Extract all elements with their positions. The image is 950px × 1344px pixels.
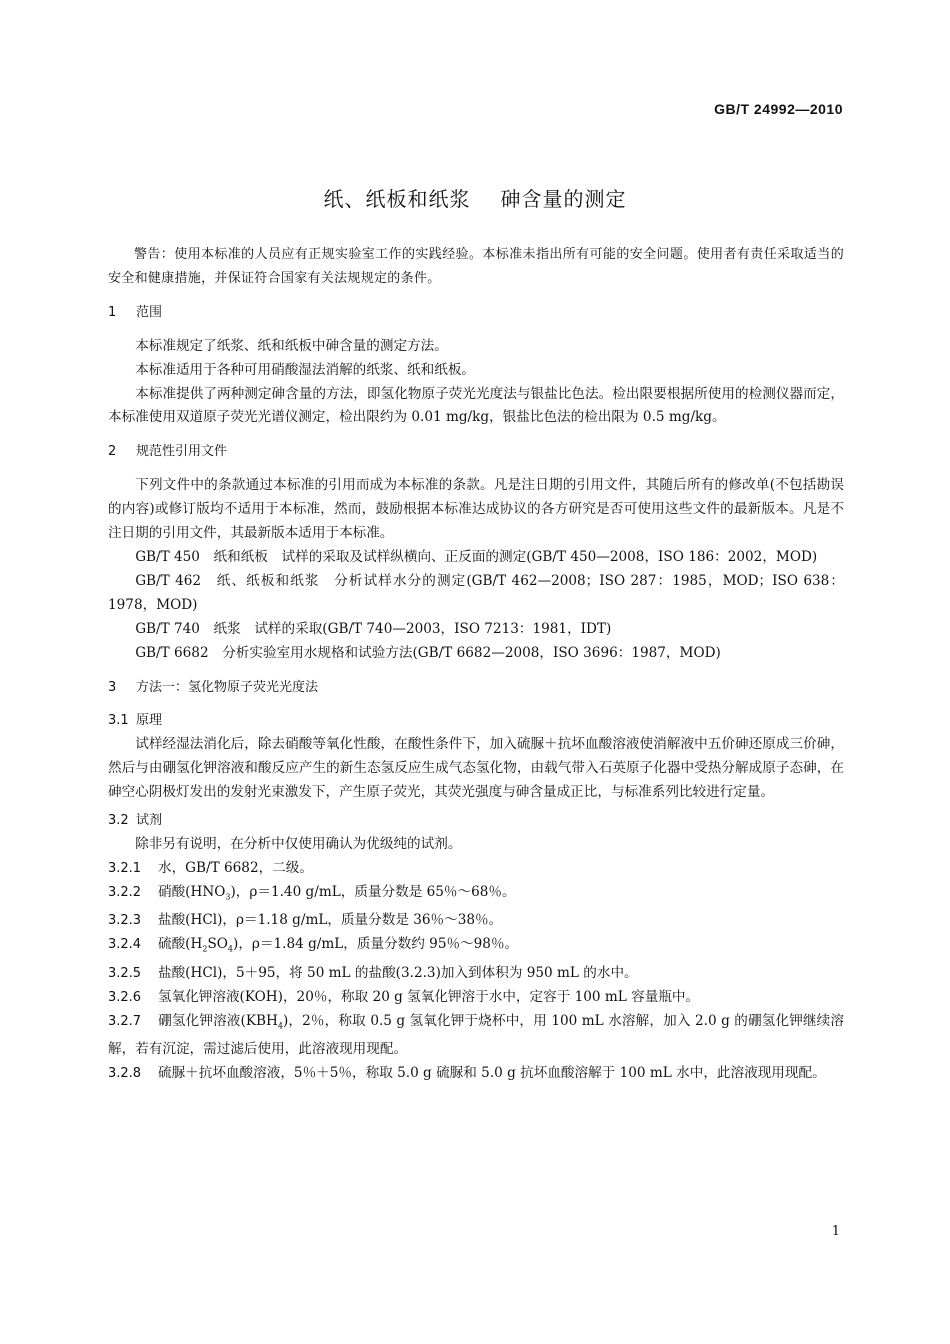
- page-title: [0, 183, 950, 212]
- section-3-heading: 3 方法一：氢化物原子荧光光度法: [108, 679, 319, 695]
- reference-item: GB/T 450 纸和纸板 试样的采取及试样纵横向、正反面的测定(GB/T 450—2008，ISO 186：2002，MOD): [135, 548, 818, 565]
- standard-code: GB/T 24992—2010: [714, 101, 843, 117]
- warning-paragraph: 警告：使用本标准的人员应有正规实验室工作的实践经验。本标准未指出所有可能的安全问题。使用者有责任采取适当的安全和健康措施，并保证符合国家有关法规规定的条件。: [108, 247, 844, 286]
- section-1-para: 本标准规定了纸浆、纸和纸板中砷含量的测定方法。: [135, 337, 448, 354]
- page-number: 1: [831, 1224, 840, 1239]
- section-1-heading: 1 范围: [108, 304, 163, 320]
- reagent-item: 3.2.5 盐酸(HCl)，5＋95，将 50 mL 的盐酸(3.2.3)加入到体积为 950 mL 的水中。: [108, 964, 638, 981]
- title-part-1: 纸、纸板和纸浆: [323, 187, 471, 211]
- reference-item: GB/T 6682 分析实验室用水规格和试验方法(GB/T 6682—2008，ISO 3696：1987，MOD): [135, 644, 721, 661]
- reagent-item: 3.2.1 水，GB/T 6682，二级。: [108, 859, 313, 876]
- reagents-intro: 除非另有说明，在分析中仅使用确认为优级纯的试剂。: [135, 835, 462, 852]
- reference-item: GB/T 462 纸、纸板和纸浆 分析试样水分的测定(GB/T 462—2008；ISO 287：1985，MOD；ISO 638：1978，MOD): [108, 572, 844, 613]
- reagent-item: 3.2.7 硼氢化钾溶液$(KBH_4)$，2％，称取 0.5 g 氢氧化钾于烧杯中，用 100 mL 水溶解，加入 2.0 g 的硼氢化钾继续溶解，若有沉淀，需过滤后使用，此溶液现用现配。: [108, 1012, 844, 1058]
- reagent-item: 3.2.2 硝酸$(HNO_3)$，ρ＝1.40 g/mL，质量分数是 65％～68％。: [108, 883, 516, 902]
- section-2-heading: 2 规范性引用文件: [108, 444, 228, 460]
- reference-item: GB/T 740 纸浆 试样的采取(GB/T 740—2003，ISO 7213：1981，IDT): [135, 620, 612, 637]
- section-1-para: 本标准适用于各种可用硝酸湿法消解的纸浆、纸和纸板。: [135, 361, 476, 378]
- title-part-2: 砷含量的测定: [500, 187, 627, 211]
- principle-paragraph: 试样经湿法消化后，除去硝酸等氧化性酸，在酸性条件下，加入硫脲＋抗坏血酸溶液使消解液中五价砷还原成三价砷，然后与由硼氢化钾溶液和酸反应产生的新生态氢反应生成气态氢化物，由载气带入石英原子化器中受热分解成原子态砷，在砷空心阴极灯发出的发射光束激发下，产生原子荧光，其荧光强度与砷含量成正比，与标准系列比较进行定量。: [108, 736, 844, 801]
- section-2-intro: 下列文件中的条款通过本标准的引用而成为本标准的条款。凡是注日期的引用文件，其随后所有的修改单(不包括勘误的内容)或修订版均不适用于本标准，然而，鼓励根据本标准达成协议的各方研究是否可使用这些文件的最新版本。凡是不注日期的引用文件，其最新版本适用于本标准。: [108, 477, 844, 542]
- document-body: [108, 243, 844, 1086]
- reagent-item: 3.2.3 盐酸(HCl)，ρ＝1.18 g/mL，质量分数是 36％～38％。: [108, 912, 503, 929]
- reagent-item: 3.2.6 氢氧化钾溶液(KOH)，20％，称取 20 g 氢氧化钾溶于水中，定容于 100 mL 容量瓶中。: [108, 988, 700, 1005]
- section-1-para: 本标准提供了两种测定砷含量的方法，即氢化物原子荧光光度法与银盐比色法。检出限要根据所使用的检测仪器而定，本标准使用双道原子荧光光谱仪测定，检出限约为 0.01 mg/kg，银盐比色法的检出限为 0.5 mg/kg。: [108, 385, 844, 426]
- reagent-item: 3.2.4 硫酸$(H_2SO_4)$，ρ＝1.84 g/mL，质量分数约 95％～98％。: [108, 936, 519, 954]
- section-3-1-heading: 3.1 原理: [108, 713, 163, 729]
- reagent-item: 3.2.8 硫脲＋抗坏血酸溶液，5％＋5％，称取 5.0 g 硫脲和 5.0 g 抗坏血酸溶解于 100 mL 水中，此溶液现用现配。: [108, 1065, 826, 1082]
- section-3-2-heading: 3.2 试剂: [108, 813, 163, 829]
